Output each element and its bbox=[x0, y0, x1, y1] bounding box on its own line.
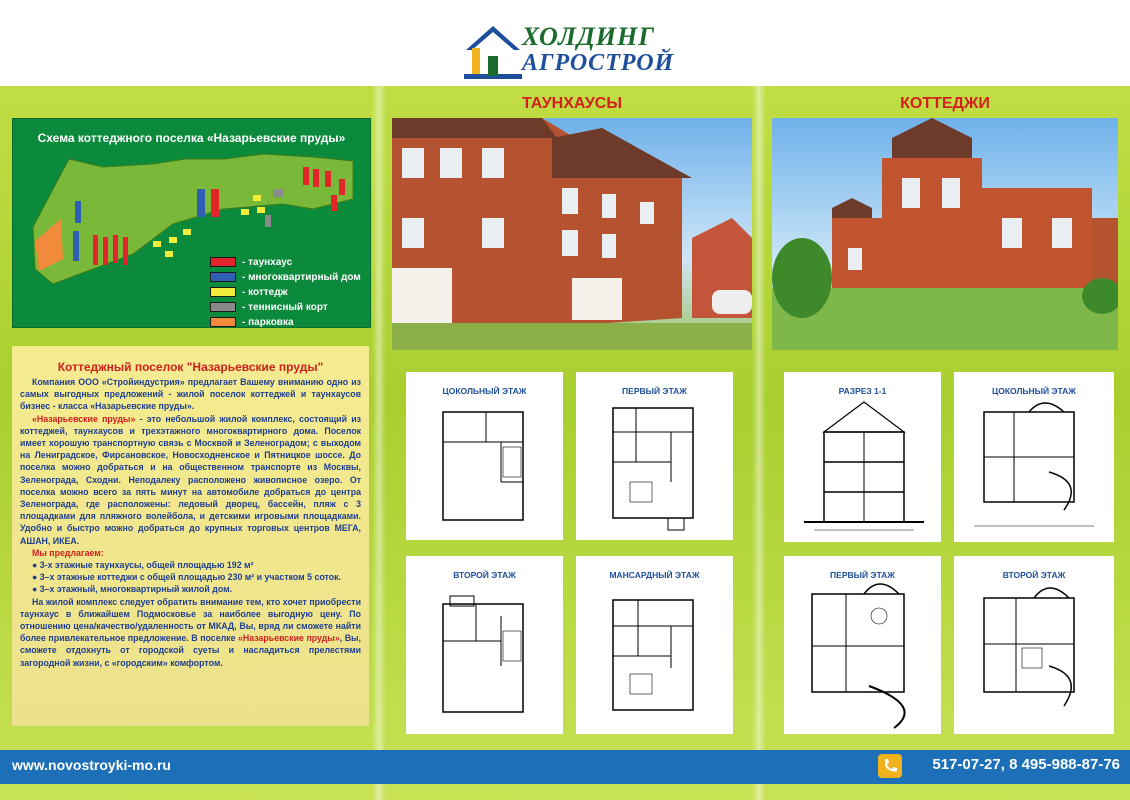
offer-item: ● 3–х этажный, многоквартирный жилой дом. bbox=[32, 584, 233, 595]
plan-card bbox=[784, 556, 941, 734]
plan-title: ВТОРОЙ ЭТАЖ bbox=[453, 570, 516, 580]
townhouse-illustration bbox=[392, 118, 752, 350]
cottage-photo bbox=[772, 118, 1118, 350]
description-title: Коттеджный поселок "Назарьевские пруды" bbox=[57, 360, 324, 374]
offer-item: ● 3–х этажные коттеджи с общей площадью 230 м² и участком 5 соток. bbox=[32, 572, 341, 583]
footer-bar bbox=[0, 750, 1130, 784]
cottages-heading: КОТТЕДЖИ bbox=[900, 95, 990, 112]
floor-plan-drawing bbox=[954, 556, 1114, 734]
townhouses-heading: ТАУНХАУСЫ bbox=[521, 95, 622, 112]
phone-number: 517-07-27, 8 495-988-87-76 bbox=[932, 756, 1120, 773]
floor-plan-drawing bbox=[954, 372, 1114, 542]
floor-plan-drawing bbox=[576, 372, 733, 540]
fold-line-left bbox=[372, 0, 386, 800]
company-logo bbox=[462, 20, 678, 82]
plan-card bbox=[576, 372, 733, 540]
description-body bbox=[20, 376, 361, 669]
paragraph-intro: Компания ООО «Стройиндустрия» предлагает Вашему вниманию одно из самых выгодных предложений - жилой поселок коттеджей и таунхаусов бизнес - класса «Назарьевские пруды». bbox=[20, 377, 361, 412]
plan-card bbox=[406, 372, 563, 540]
plan-title: ЦОКОЛЬНЫЙ ЭТАЖ bbox=[992, 386, 1076, 396]
floor-plan-drawing bbox=[784, 556, 941, 734]
cottage-illustration bbox=[772, 118, 1118, 350]
scheme-title: Схема коттеджного поселка «Назарьевские пруды» bbox=[37, 131, 346, 145]
paragraph-about: «Назарьевские пруды» - это небольшой жилой комплекс, состоящий из коттеджей, таунхаусов и трехэтажного многоквартирного дома. Поселок имеет хорошую транспортную связь с Москвой и Зеленоградом; с выходом на Лениградское, Фирсановское, Новосходненское и Пятницкое шоссе. До поселка можно добраться и на общественном транспорте из Москвы, Зеленограда, Сходни. Неподалеку расположено живописное озеро. От поселка можно всего за пять минут на автомобиле добраться до центра Зеленограда, где расположены: ледовый дворец, бассейн, пляж с 3 площадками для пляжного волейбола, и детскими игровыми площадками. Удобно и быстро можно добраться до крупных торговых центров МЕГА, АШАН, ИКЕА. bbox=[20, 413, 362, 546]
plan-title: ПЕРВЫЙ ЭТАЖ bbox=[830, 570, 895, 580]
legend-item-townhouse: - таунхаус bbox=[210, 255, 361, 269]
plan-card bbox=[406, 556, 563, 734]
floor-plan-drawing bbox=[406, 556, 563, 734]
description-panel bbox=[12, 346, 369, 726]
plan-title: ЦОКОЛЬНЫЙ ЭТАЖ bbox=[442, 386, 527, 396]
website-link[interactable]: www.novostroyki-mo.ru bbox=[12, 757, 171, 773]
village-scheme-panel bbox=[12, 118, 371, 328]
floor-plan-drawing bbox=[406, 372, 563, 540]
scheme-legend bbox=[210, 255, 361, 330]
townhouse-photo bbox=[392, 118, 752, 350]
plan-card bbox=[784, 372, 941, 542]
plan-title: ПЕРВЫЙ ЭТАЖ bbox=[622, 386, 687, 396]
plan-card bbox=[576, 556, 733, 734]
legend-item-cottage: - коттедж bbox=[210, 285, 361, 299]
logo-text-holding: ХОЛДИНГ bbox=[522, 22, 655, 51]
logo-text-agrostroy: АГРОСТРОЙ bbox=[522, 50, 675, 76]
plan-card bbox=[954, 372, 1114, 542]
house-logo-icon bbox=[462, 20, 524, 80]
legend-item-tennis: - теннисный корт bbox=[210, 300, 361, 314]
floor-plan-drawing bbox=[576, 556, 733, 734]
legend-item-parking: - парковка bbox=[210, 315, 361, 329]
legend-item-apartment: - многоквартирный дом bbox=[210, 270, 361, 284]
paragraph-conclusion: На жилой комплекс следует обратить внимание тем, кто хочет приобрести таунхаус в ближайшем Подмосковье за наиболее выгодную цену. По отношению цена/качество/удаленность от МКАД, Вы, вряд ли сможете найти более привлекательное предложение. В поселке «Назарьевские пруды», Вы, сможете отдохнуть от городской суеты и насладиться прелестями загородной жизни, с «городским» комфортом. bbox=[20, 596, 362, 668]
plan-title: РАЗРЕЗ 1-1 bbox=[838, 386, 887, 396]
phone-icon bbox=[878, 754, 902, 778]
fold-line-right bbox=[752, 0, 766, 800]
offer-title: Мы предлагаем: bbox=[32, 547, 104, 558]
offer-item: ● 3-х этажные таунхаусы, общей площадью 192 м² bbox=[32, 560, 254, 571]
plan-title: МАНСАРДНЫЙ ЭТАЖ bbox=[609, 570, 700, 580]
section-drawing bbox=[784, 372, 941, 542]
plan-title: ВТОРОЙ ЭТАЖ bbox=[1002, 570, 1066, 580]
plan-card bbox=[954, 556, 1114, 734]
